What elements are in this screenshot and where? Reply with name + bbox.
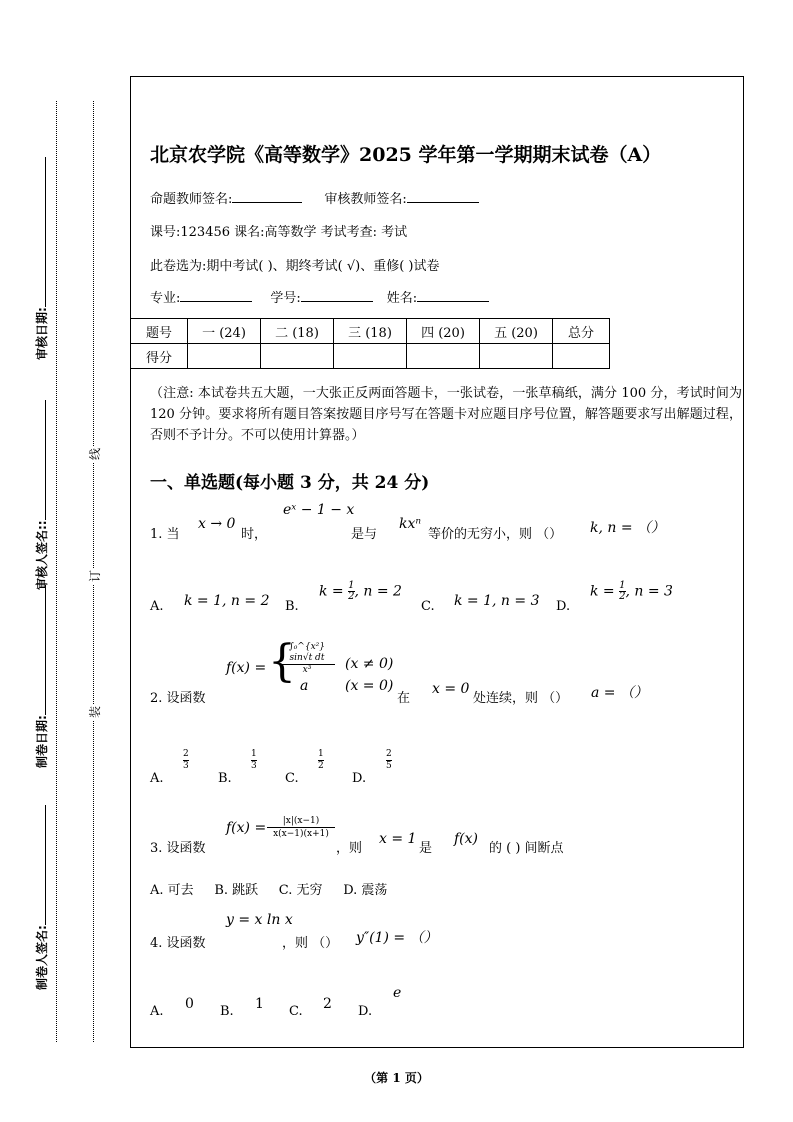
score-cell[interactable]	[188, 344, 261, 369]
exam-type-line: 此卷选为:期中考试( )、期终考试( √)、重修( )试卷	[150, 259, 440, 274]
q1-option-b-pre: k =	[319, 583, 349, 600]
q1-option-d-denominator: 2	[619, 591, 626, 602]
q3-options[interactable]: A. 可去 B. 跳跃 C. 无穷 D. 震荡	[150, 883, 388, 898]
reviewer-label: 审核教师签名:	[324, 192, 407, 207]
score-cell[interactable]	[334, 344, 407, 369]
q1-option-b[interactable]	[319, 581, 402, 602]
seal-bind: 装	[88, 705, 102, 718]
name-field[interactable]	[417, 291, 489, 302]
student-info-line	[150, 287, 489, 306]
proposer-field[interactable]	[232, 192, 302, 203]
q3-is: 是	[419, 841, 433, 856]
score-header-cell: 四 (20)	[407, 319, 480, 344]
q1-tail: 等价的无穷小，则 （）	[428, 527, 563, 542]
q2-ask: a = （）	[591, 685, 648, 701]
q2-tail: 处连续，则 （）	[473, 691, 569, 706]
q2-option-c-denominator: 2	[318, 761, 324, 771]
q2-fx: f(x) =	[226, 660, 267, 676]
q1-option-b-label: B.	[285, 599, 299, 614]
q2-prefix: 2. 设函数	[150, 691, 206, 706]
score-header-cell: 总分	[553, 319, 610, 344]
q2-option-d-denominator: 5	[386, 761, 392, 771]
exam-note: （注意: 本试卷共五大题，一大张正反两面答题卡，一张试卷，一张草稿纸，满分 100 分，考试时间为 120 分钟。要求将所有题目答案按题目序号写在答题卡对应题目序号位置，解答题要求写出解题过程，否则不予计分。不可以使用计算器。）	[150, 386, 742, 443]
score-table-score-row	[131, 344, 610, 369]
score-row-label: 得分	[131, 344, 188, 369]
q3-denominator: x(x−1)(x+1)	[273, 829, 329, 839]
q3-prefix: 3. 设函数	[150, 841, 206, 856]
score-header-cell: 二 (18)	[261, 319, 334, 344]
q2-option-b[interactable]	[251, 749, 257, 772]
score-cell[interactable]	[261, 344, 334, 369]
q4-ask: y″(1) = （）	[356, 930, 438, 946]
q1-expression: eˣ − 1 − x	[283, 502, 355, 518]
q1-kxn: kxⁿ	[399, 516, 422, 532]
q1-option-d-post: , n = 3	[625, 583, 673, 600]
q2-option-a-numerator: 2	[183, 749, 189, 759]
major-label: 专业:	[150, 291, 181, 306]
score-cell[interactable]	[553, 344, 610, 369]
q3-then: ，则	[336, 841, 363, 856]
q2-denominator: x³	[302, 665, 312, 675]
side-review-date	[33, 157, 50, 360]
page-number: （第 1 页）	[364, 1071, 429, 1085]
q2-option-b-denominator: 3	[251, 761, 257, 771]
q1-option-a-label: A.	[150, 599, 164, 614]
side-maker-sign	[33, 805, 50, 990]
q1-option-c[interactable]: k = 1, n = 3	[454, 593, 540, 609]
q4-then: ，则 （）	[282, 936, 339, 951]
q2-fraction	[279, 642, 335, 676]
binding-line-outer	[56, 101, 57, 1042]
seal-line: 线	[88, 447, 102, 460]
score-table-header-row	[131, 319, 610, 344]
proposer-label: 命题教师签名:	[150, 192, 233, 207]
student-id-field[interactable]	[301, 291, 373, 302]
q2-a-value: a	[300, 678, 309, 694]
q3-fx: f(x) =	[226, 820, 267, 836]
name-label: 姓名:	[386, 291, 418, 306]
q2-condition-2: (x = 0)	[345, 678, 394, 694]
q2-numerator: ∫₀^{x²} sin√t dt	[279, 642, 335, 665]
side-maker-sign-blank	[35, 805, 46, 925]
q1-option-b-post: , n = 2	[354, 583, 402, 600]
q2-option-a[interactable]	[183, 749, 189, 772]
q1-option-b-numerator: 1	[348, 580, 355, 591]
q2-option-d-label: D.	[352, 771, 367, 786]
q4-option-b-label: B.	[220, 1004, 234, 1019]
q4-option-d-label: D.	[358, 1004, 373, 1019]
side-make-date-label: 制卷日期:	[35, 715, 49, 768]
reviewer-field[interactable]	[407, 192, 479, 203]
q2-option-c-numerator: 1	[318, 749, 324, 759]
side-review-date-blank	[35, 157, 46, 307]
q2-option-a-label: A.	[150, 771, 164, 786]
q2-x0: x = 0	[432, 681, 470, 697]
q2-option-a-denominator: 3	[183, 761, 189, 771]
q1-option-a[interactable]: k = 1, n = 2	[184, 593, 270, 609]
q3-numerator: |x|(x−1)	[267, 815, 335, 828]
score-header-cell: 三 (18)	[334, 319, 407, 344]
q4-option-c[interactable]: 2	[323, 996, 332, 1012]
q2-option-d-numerator: 2	[386, 749, 392, 759]
q1-ask: k, n = （）	[590, 520, 666, 536]
score-table	[130, 318, 610, 369]
q1-option-d-pre: k =	[590, 583, 620, 600]
q3-fx-ref: f(x)	[454, 831, 479, 847]
q1-option-d-label: D.	[556, 599, 571, 614]
side-reviewer-sign-blank	[35, 400, 46, 520]
q4-option-d[interactable]: e	[393, 985, 402, 1001]
q3-tail: 的 ( ) 间断点	[489, 841, 564, 856]
side-review-date-label: 审核日期:	[35, 307, 49, 360]
side-make-date-blank	[35, 585, 46, 715]
side-make-date	[33, 585, 50, 768]
score-cell[interactable]	[480, 344, 553, 369]
q1-mid-text: 是与	[351, 527, 378, 542]
q2-option-c-label: C.	[285, 771, 299, 786]
q4-option-b[interactable]: 1	[255, 996, 264, 1012]
q4-prefix: 4. 设函数	[150, 936, 206, 951]
q4-option-a[interactable]: 0	[185, 996, 194, 1012]
major-field[interactable]	[180, 291, 252, 302]
q4-option-a-label: A.	[150, 1004, 164, 1019]
student-id-label: 学号:	[270, 291, 301, 306]
side-maker-sign-label: 制卷人签名:	[35, 925, 49, 990]
q1-option-d[interactable]	[590, 581, 673, 602]
q1-when: 时，	[241, 527, 268, 542]
q1-prefix: 1. 当	[150, 527, 180, 542]
section-title-single-choice: 一、单选题(每小题 3 分，共 24 分)	[150, 473, 430, 493]
q2-option-c[interactable]	[318, 749, 324, 772]
q1-option-c-label: C.	[421, 599, 435, 614]
q2-condition-1: (x ≠ 0)	[345, 656, 394, 672]
q2-at: 在	[397, 691, 411, 706]
q3-x1: x = 1	[379, 831, 417, 847]
score-header-cell: 五 (20)	[480, 319, 553, 344]
signature-line	[150, 188, 479, 207]
side-reviewer-sign-label: 审核人签名::	[35, 520, 49, 590]
q1-option-d-numerator: 1	[619, 580, 626, 591]
q4-function: y = x ln x	[226, 912, 293, 928]
q4-option-c-label: C.	[289, 1004, 303, 1019]
q2-option-d[interactable]	[386, 749, 392, 772]
score-header-cell: 题号	[131, 319, 188, 344]
q3-fraction	[267, 815, 335, 840]
page-title: 北京农学院《高等数学》2025 学年第一学期期末试卷（A）	[150, 144, 662, 166]
course-line: 课号:123456 课名:高等数学 考试考查: 考试	[150, 225, 408, 240]
q1-option-b-denominator: 2	[348, 591, 355, 602]
q2-option-b-label: B.	[218, 771, 232, 786]
q2-option-b-numerator: 1	[251, 749, 257, 759]
score-cell[interactable]	[407, 344, 480, 369]
seal-order: 订	[88, 569, 102, 582]
score-header-cell: 一 (24)	[188, 319, 261, 344]
side-reviewer-sign	[33, 400, 50, 590]
q1-condition: x → 0	[198, 516, 236, 532]
q2-brace: {	[268, 636, 296, 687]
